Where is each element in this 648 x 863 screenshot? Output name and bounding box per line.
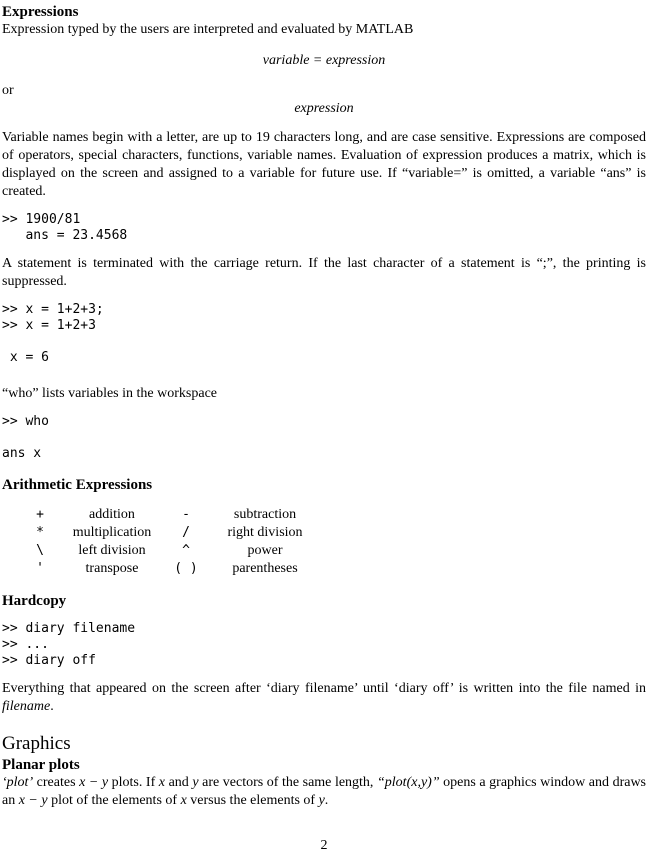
text-run: versus the elements of bbox=[186, 793, 319, 808]
operator-description: power bbox=[247, 543, 283, 558]
operator-symbol: \ bbox=[36, 543, 44, 558]
operator-symbol: * bbox=[36, 525, 44, 540]
code-block-division: >> 1900/81 ans = 23.4568 bbox=[2, 212, 128, 243]
operator-symbol: + bbox=[36, 507, 44, 522]
operator-row bbox=[2, 542, 646, 560]
text-run: . bbox=[50, 699, 54, 714]
operator-symbol: ^ bbox=[182, 543, 190, 558]
display-math-expression: expression bbox=[294, 101, 354, 116]
text-run-italic: y bbox=[318, 793, 325, 808]
operator-symbol: / bbox=[182, 525, 190, 540]
operator-description: transpose bbox=[85, 561, 139, 576]
arithmetic-heading: Arithmetic Expressions bbox=[2, 477, 153, 493]
hardcopy-heading: Hardcopy bbox=[2, 593, 67, 609]
operator-symbol: - bbox=[182, 507, 190, 522]
operator-symbol: ' bbox=[36, 561, 44, 576]
text-run-italic: ‘plot’ bbox=[2, 775, 34, 790]
text-run: are vectors of the same length, bbox=[198, 775, 377, 790]
text-run-italic: x − y bbox=[79, 775, 109, 790]
paragraph-variable-names: Variable names begin with a letter, are up to 19 characters long, and are case sensitive. Expressions are composed of operators, special characters, functions, variable names. Evaluation of expression produces a matrix, which is displayed on the screen and assigned to a variable for future use. If “variable=” is omitted, a variable “ans” is created. bbox=[2, 130, 646, 199]
operator-row bbox=[2, 560, 646, 578]
expressions-heading: Expressions bbox=[2, 4, 79, 20]
page-number: 2 bbox=[320, 838, 328, 853]
graphics-heading: Graphics bbox=[2, 733, 71, 754]
or-text: or bbox=[2, 83, 14, 98]
text-run-italic: “plot(x,y)” bbox=[377, 775, 440, 790]
code-block-who: >> who ans x bbox=[2, 414, 49, 461]
text-run: opens a graphics window and draws an bbox=[2, 775, 647, 808]
text-run-italic: x − y bbox=[18, 793, 48, 808]
section-graphics bbox=[2, 732, 646, 810]
operator-description: right division bbox=[227, 525, 303, 540]
code-block-sum: >> x = 1+2+3; >> x = 1+2+3 x = 6 bbox=[2, 302, 104, 365]
text-run: and bbox=[165, 775, 193, 790]
text-run-italic: filename bbox=[2, 699, 51, 714]
text-run-italic: x bbox=[158, 775, 166, 790]
text-run: creates bbox=[33, 775, 80, 790]
operator-description: addition bbox=[89, 507, 135, 522]
section-expressions bbox=[2, 3, 646, 462]
code-block-diary: >> diary filename >> ... >> diary off bbox=[2, 621, 136, 668]
text-run: plots. If bbox=[108, 775, 159, 790]
text-run: . bbox=[324, 793, 329, 808]
display-math-variable-expression: variable = expression bbox=[262, 53, 386, 68]
text-run-italic: y bbox=[192, 775, 199, 790]
section-hardcopy bbox=[2, 592, 646, 716]
operator-table bbox=[2, 506, 646, 578]
paragraph-statement: A statement is terminated with the carriage return. If the last character of a statement is “;”, the printing is suppressed. bbox=[2, 256, 646, 289]
paragraph-who: “who” lists variables in the workspace bbox=[2, 386, 217, 401]
operator-description: multiplication bbox=[72, 525, 152, 540]
expressions-intro: Expression typed by the users are interpreted and evaluated by MATLAB bbox=[2, 22, 414, 37]
operator-row bbox=[2, 506, 646, 524]
paragraph-plot bbox=[2, 774, 646, 810]
paragraph-diary bbox=[2, 680, 646, 716]
text-run: plot of the elements of bbox=[47, 793, 181, 808]
planar-plots-subheading: Planar plots bbox=[2, 757, 80, 773]
operator-description: subtraction bbox=[233, 507, 297, 522]
section-arithmetic-expressions bbox=[2, 476, 646, 578]
operator-description: left division bbox=[78, 543, 146, 558]
operator-symbol: ( ) bbox=[174, 561, 198, 576]
operator-row bbox=[2, 524, 646, 542]
text-run: Everything that appeared on the screen after ‘diary filename’ until ‘diary off’ is written into the file named in bbox=[2, 681, 646, 696]
text-run-italic: x bbox=[180, 793, 187, 808]
operator-description: parentheses bbox=[232, 561, 298, 576]
